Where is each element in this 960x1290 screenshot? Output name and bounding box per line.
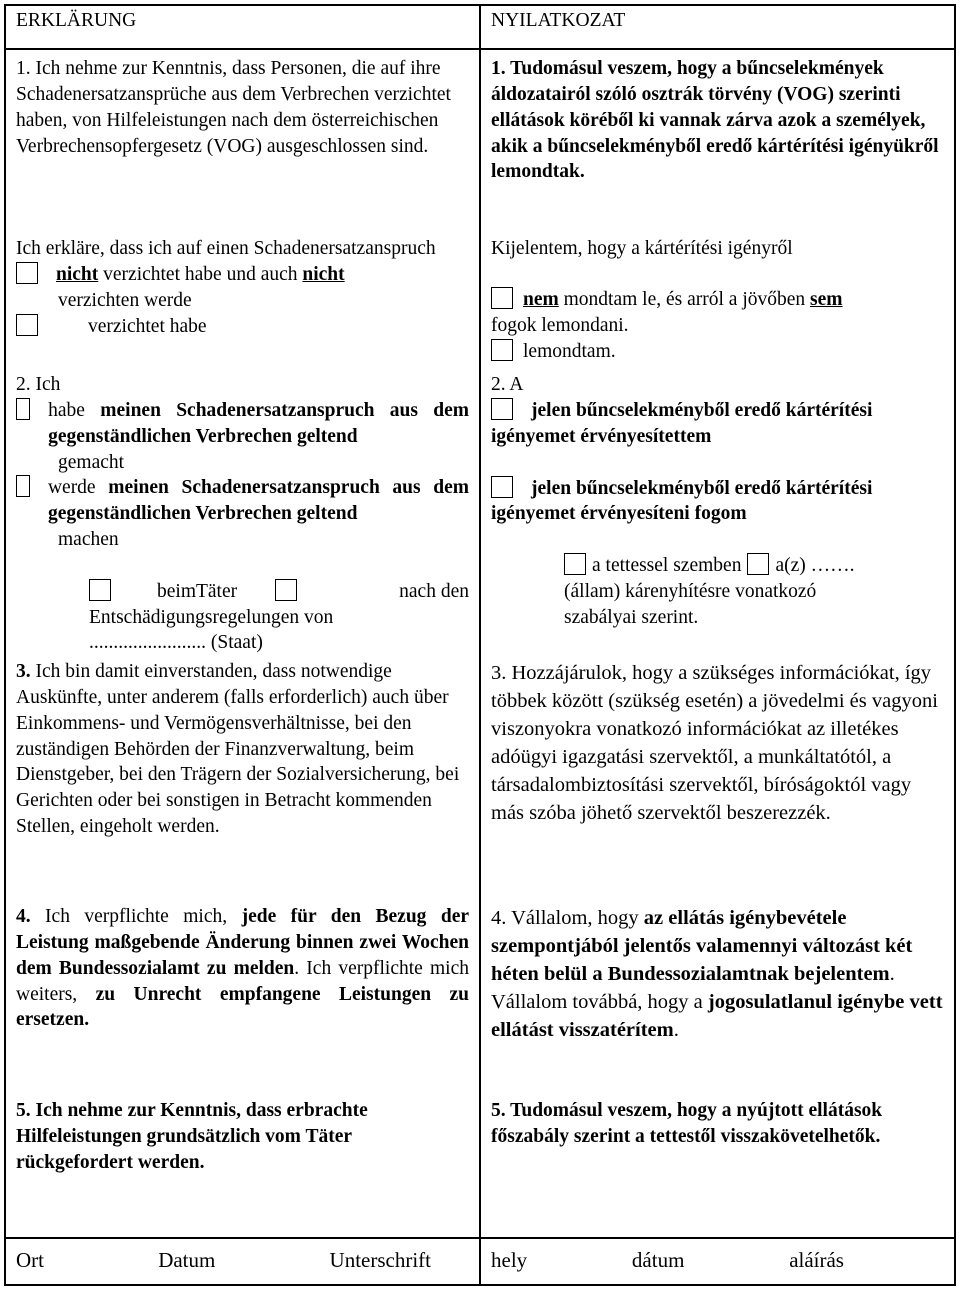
section-1-de — [16, 56, 469, 236]
section-5-hu — [491, 1098, 944, 1150]
option-not-waived-hu — [491, 287, 944, 313]
title-de: ERKLÄRUNG — [16, 10, 137, 31]
opt1-b-hu: mondtam le, és arról a jövőben — [558, 289, 811, 310]
section-3-de — [16, 659, 469, 904]
s2-num-hu: 2. A — [491, 374, 524, 396]
s2-o1-a: habe — [48, 400, 101, 421]
signature-label-hu: aláírás — [789, 1248, 844, 1273]
compensation-rules-2-hu: szabályai szerint. — [564, 606, 699, 628]
opt-not-waived-label-hu — [513, 287, 843, 313]
header-hu — [480, 5, 955, 49]
state-field-hu: a(z) ……. — [775, 555, 855, 577]
checkbox-waived-de[interactable] — [16, 314, 38, 336]
opt-asserted-text — [30, 398, 469, 450]
s5-text-de: 5. Ich nehme zur Kenntnis, dass erbrachte Hilfeleistungen grundsätzlich vom Täter rückgefordert werden. — [16, 1100, 368, 1173]
section-2-de — [16, 372, 469, 659]
option-not-waived-de — [16, 262, 469, 288]
checkbox-will-assert-de[interactable] — [16, 475, 30, 497]
perpetrator-label-hu: a tettessel szemben — [592, 555, 742, 577]
s4-e-hu: . — [673, 1019, 679, 1042]
column-hu — [480, 49, 955, 1238]
s2-o1-c: gemacht — [58, 451, 125, 473]
s4-d-de: zu Unrecht empfangene Leistungen zu ersetzen. — [16, 983, 470, 1031]
nem-text: nem — [523, 289, 559, 310]
checkbox-not-waived-de[interactable] — [16, 262, 38, 284]
header-de — [5, 5, 480, 49]
option-asserted-de — [16, 398, 469, 450]
s2-num-de: 2. Ich — [16, 374, 61, 396]
title-hu: NYILATKOZAT — [491, 10, 626, 31]
option-not-waived-label — [38, 262, 345, 288]
target-row-de — [16, 579, 469, 605]
opt-will-assert-text — [30, 475, 469, 527]
opt1-d-hu: fogok lemondani. — [491, 314, 629, 336]
checkbox-perpetrator-de[interactable] — [89, 579, 111, 601]
s2-o1-b-hu: igényemet érvényesítettem — [491, 425, 712, 447]
checkbox-waived-hu[interactable] — [491, 339, 513, 361]
option-asserted-hu — [491, 398, 944, 424]
option-waived-hu — [491, 339, 944, 365]
column-de — [5, 49, 480, 1238]
section-4-hu — [491, 904, 944, 1098]
opt2-hu: lemondtam. — [523, 340, 616, 362]
date-label-de: Datum — [158, 1248, 216, 1273]
section-5-de — [16, 1098, 469, 1175]
signature-row-hu — [480, 1238, 955, 1285]
s2-o2-b-hu: igényemet érvényesíteni fogom — [491, 503, 747, 525]
s4-d-hu: jogosulatlanul igénybe vett ellátást visszatérítem — [491, 991, 943, 1042]
not-text: nicht — [56, 264, 99, 285]
s4-a-de: Ich verpflichte mich, — [30, 906, 242, 928]
checkbox-asserted-hu[interactable] — [491, 398, 513, 420]
s2-o2-hu: jelen bűncselekményből eredő kártérítési — [531, 477, 873, 499]
s3-text-de: Ich bin damit einverstanden, dass notwendige Auskünfte, unter anderem (falls erforderlich) auch über Einkommens- und Vermögensverhältnisse, bei den zuständigen Behörden der Finanzverwaltung, beim Dienstgeber, bei den Trägern der Sozialversicherung, bei Gerichten oder bei sonstigen in Betracht kommenden Stellen, eingeholt werden. — [16, 661, 460, 837]
place-label-de: Ort — [16, 1248, 44, 1273]
compensation-rules-hu: (állam) kárenyhítésre vonatkozó — [564, 580, 817, 602]
opt1-b: verzichtet habe und auch — [98, 264, 303, 285]
s1-intro-de: Ich erkläre, dass ich auf einen Schadenersatzanspruch — [16, 238, 436, 260]
s2-o2-a: werde — [47, 477, 109, 499]
date-label-hu: dátum — [631, 1248, 685, 1273]
not-text-2: nicht — [302, 264, 345, 285]
compensation-label-de: nach den — [399, 580, 469, 602]
s4-c-de: . Ich verpflichte mich weiters, — [16, 957, 469, 1005]
place-label-hu: hely — [491, 1248, 528, 1273]
checkbox-compensation-de[interactable] — [275, 579, 297, 601]
s1-text-hu: 1. Tudomásul veszem, hogy a bűncselekmények áldozatairól szóló osztrák törvény (VOG) szerinti ellátások köréből ki vannak zárva azok a személyek, akik a bűncselekményből eredő kártérítési igényükről lemondtak. — [491, 58, 939, 183]
option-will-assert-de — [16, 475, 469, 527]
checkbox-perpetrator-hu[interactable] — [564, 553, 586, 575]
s2-o2-c: machen — [58, 528, 119, 550]
option-waived-de — [16, 314, 469, 340]
perpetrator-label-de: beimTäter — [157, 580, 238, 602]
form-table — [4, 4, 956, 1286]
s1-text-de: 1. Ich nehme zur Kenntnis, dass Personen, die auf ihre Schadenersatzansprüche aus dem Verbrechen verzichtet haben, von Hilfeleistungen nach dem österreichischen Verbrechensopfergesetz (VOG) ausgeschlossen sind. — [16, 58, 451, 157]
sem-text: sem — [810, 289, 843, 310]
section-1-hu — [491, 56, 944, 236]
checkbox-asserted-de[interactable] — [16, 398, 30, 420]
opt1-d: verzichten werde — [58, 289, 192, 311]
s4-c-hu: . Vállalom továbbá, hogy a — [491, 963, 895, 1014]
s2-o2-b: meinen Schadenersatzanspruch aus dem gegenständlichen Verbrechen geltend — [47, 477, 469, 525]
section-4-de — [16, 904, 469, 1098]
s4-a-hu: 4. Vállalom, hogy — [491, 907, 644, 930]
section-3-hu — [491, 659, 944, 904]
s4-b-hu: az ellátás igénybevétele szempontjából jelentős valamennyi változást két héten belül a Bundessozialamtnak bejelentem — [491, 907, 913, 986]
option-waived-label: verzichtet habe — [88, 315, 207, 337]
signature-row-de — [5, 1238, 480, 1285]
s1-intro-hu: Kijelentem, hogy a kártérítési igényről — [491, 238, 793, 260]
s5-text-hu: 5. Tudomásul veszem, hogy a nyújtott ellátások főszabály szerint a tettestől visszakövetelhetők. — [491, 1100, 883, 1147]
s3-text-hu: 3. Hozzájárulok, hogy a szükséges információkat, így többek között (szükség esetén) a jövedelmi és vagyoni viszonyokra vonatkozó információkat az illetékes adóügyi igazgatási szervektől, a munkáltatótól, a társadalombiztosítási szervektől, bíróságoktól vagy más szóba jöhető szervektől beszerezzék. — [491, 662, 938, 825]
checkbox-not-waived-hu[interactable] — [491, 287, 513, 309]
s2-o1-b: meinen Schadenersatzanspruch aus dem gegenständlichen Verbrechen geltend — [48, 400, 469, 447]
checkbox-will-assert-hu[interactable] — [491, 476, 513, 498]
signature-label-de: Unterschrift — [329, 1248, 431, 1273]
option-will-assert-hu — [491, 476, 944, 502]
compensation-rules-de: Entschädigungsregelungen von — [89, 606, 334, 628]
s2-o1-hu: jelen bűncselekményből eredő kártérítési — [531, 400, 873, 421]
s4-num-de: 4. — [16, 906, 31, 928]
section-1-options-de — [16, 236, 469, 372]
s3-num-de: 3. — [16, 661, 31, 683]
section-2-hu — [491, 372, 944, 659]
s4-b-de: jede für den Bezug der Leistung maßgebende Änderung binnen zwei Wochen dem Bundessozialamt zu melden — [16, 906, 469, 979]
target-row-hu — [491, 553, 944, 579]
state-field-de: ........................ (Staat) — [89, 632, 263, 654]
checkbox-state-hu[interactable] — [747, 553, 769, 575]
section-1-options-hu — [491, 236, 944, 372]
